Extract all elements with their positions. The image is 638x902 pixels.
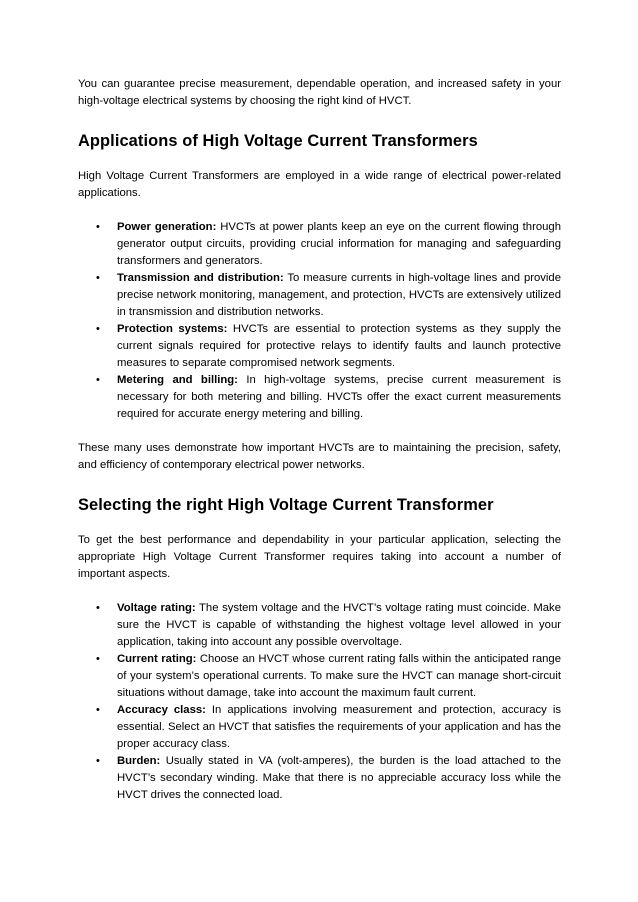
list-item-title: Transmission and distribution: — [117, 272, 284, 284]
selection-criteria-list — [78, 600, 561, 804]
list-item — [78, 702, 561, 753]
list-item — [78, 219, 561, 270]
list-item — [78, 270, 561, 321]
list-item-title: Protection systems: — [117, 323, 228, 335]
selecting-lead-paragraph: To get the best performance and dependability in your particular application, selecting the appropriate High Voltage Current Transformer requires taking into account a number of important aspects. — [78, 534, 561, 580]
bullet-icon: • — [96, 221, 100, 233]
list-item-title: Metering and billing: — [117, 374, 238, 386]
applications-lead-paragraph: High Voltage Current Transformers are employed in a wide range of electrical power-related applications. — [78, 170, 561, 199]
section-heading-applications: Applications of High Voltage Current Transformers — [78, 132, 478, 150]
section-heading-selecting: Selecting the right High Voltage Current Transformer — [78, 496, 494, 514]
list-item — [78, 600, 561, 651]
list-item-text: In high-voltage systems, precise current measurement is necessary for both metering and billing. HVCTs offer the exact current measurements required for accurate energy metering and billing. — [117, 374, 561, 420]
applications-list — [78, 219, 561, 423]
list-item-title: Power generation: — [117, 221, 217, 233]
list-item-text: Usually stated in VA (volt-amperes), the burden is the load attached to the HVCT’s secondary winding. Make that there is no appreciable accuracy loss while the HVCT drives the connected load. — [117, 755, 561, 801]
list-item-text: Choose an HVCT whose current rating falls within the anticipated range of your system’s operational currents. To make sure the HVCT can manage short-circuit situations without damage, take into account the maximum fault current. — [117, 653, 561, 699]
list-item-title: Voltage rating: — [117, 602, 196, 614]
bullet-icon: • — [96, 704, 100, 716]
bullet-icon: • — [96, 272, 100, 284]
bullet-icon: • — [96, 323, 100, 335]
list-item-text: HVCTs at power plants keep an eye on the current flowing through generator output circuits, providing crucial information for managing and safeguarding transformers and generators. — [117, 221, 561, 267]
list-item-title: Accuracy class: — [117, 704, 206, 716]
list-item — [78, 321, 561, 372]
bullet-icon: • — [96, 755, 100, 767]
list-item-title: Burden: — [117, 755, 161, 767]
list-item — [78, 753, 561, 804]
bullet-icon: • — [96, 653, 100, 665]
intro-paragraph: You can guarantee precise measurement, dependable operation, and increased safety in your high-voltage electrical systems by choosing the right kind of HVCT. — [78, 78, 561, 107]
list-item-text: In applications involving measurement and protection, accuracy is essential. Select an HVCT that satisfies the requirements of your application and has the proper accuracy class. — [117, 704, 561, 750]
bullet-icon: • — [96, 602, 100, 614]
applications-closing-paragraph: These many uses demonstrate how important HVCTs are to maintaining the precision, safety, and efficiency of contemporary electrical power networks. — [78, 442, 561, 471]
list-item — [78, 651, 561, 702]
list-item-title: Current rating: — [117, 653, 197, 665]
list-item — [78, 372, 561, 423]
list-item-text: HVCTs are essential to protection systems as they supply the current signals required for protective relays to identify faults and launch protective measures to separate compromised network segments. — [117, 323, 561, 369]
document-page — [78, 76, 561, 804]
list-item-text: To measure currents in high-voltage lines and provide precise network monitoring, management, and protection, HVCTs are extensively utilized in transmission and distribution networks. — [117, 272, 562, 318]
list-item-text: The system voltage and the HVCT’s voltage rating must coincide. Make sure the HVCT is capable of withstanding the highest voltage level allowed in your application, taking into account any possible overvoltage. — [117, 602, 561, 648]
bullet-icon: • — [96, 374, 100, 386]
